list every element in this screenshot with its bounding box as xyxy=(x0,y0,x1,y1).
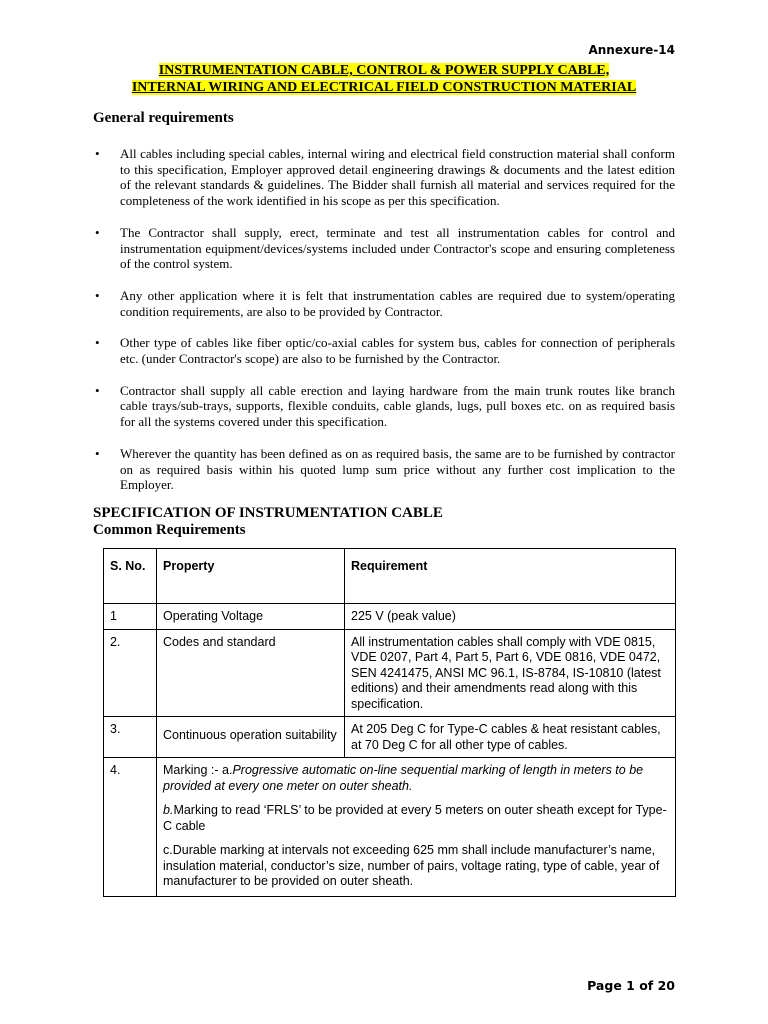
general-requirements-list xyxy=(93,146,675,509)
bullet-icon: • xyxy=(95,382,100,398)
general-requirements-heading: General requirements xyxy=(93,110,234,126)
list-item: • Any other application where it is felt that instrumentation cables are required due to system/operating condition requirements, are also to be provided by Contractor. xyxy=(95,287,675,319)
cell-requirement: At 205 Deg C for Type-C cables & heat resistant cables, at 70 Deg C for all other type of cables. xyxy=(345,717,676,758)
cell-property: Continuous operation suitability xyxy=(157,717,345,758)
bullet-icon: • xyxy=(95,146,100,161)
list-item: • Wherever the quantity has been defined as on as required basis, the same are to be furnished by contractor on as required basis within his quoted lump sum price without any further cost implication to the Employer. xyxy=(95,445,675,493)
bullet-icon: • xyxy=(95,287,100,303)
table-row xyxy=(104,717,676,758)
marking-c: c.Durable marking at intervals not exceeding 625 mm shall include manufacturer’s name, insulation material, conductor’s size, number of pairs, voltage rating, type of cable, year of manufacturer to be provided on outer sheath. xyxy=(163,843,660,888)
bullet-icon: • xyxy=(95,335,100,351)
document-title xyxy=(93,62,675,96)
title-line-2: INTERNAL WIRING AND ELECTRICAL FIELD CONSTRUCTION MATERIAL xyxy=(131,80,637,95)
marking-a: Marking :- a.Progressive automatic on-line sequential marking of length in meters to be provided at every one meter on outer sheath. xyxy=(163,763,644,793)
table-row xyxy=(104,758,676,897)
page-number: Page 1 of 20 xyxy=(587,978,675,993)
cell-marking xyxy=(157,758,676,897)
common-requirements-table xyxy=(103,548,676,897)
table-header-row xyxy=(104,549,676,604)
list-item: • The Contractor shall supply, erect, terminate and test all instrumentation cables for control and instrumentation equipment/devices/systems included under Contractor's scope and ensuring completeness of the control system. xyxy=(95,224,675,272)
cell-sno: 2. xyxy=(104,629,157,717)
cell-property: Operating Voltage xyxy=(157,604,345,630)
marking-b: b.Marking to read ‘FRLS’ to be provided at every 5 meters on outer sheath except for Type-C cable xyxy=(163,803,667,833)
bullet-icon: • xyxy=(95,224,100,240)
cell-requirement: All instrumentation cables shall comply with VDE 0815, VDE 0207, Part 4, Part 5, Part 6, VDE 0816, VDE 0472, SEN 4241475, ANSI MC 96.1, IS-8784, IS-10810 (latest editions) and their amendments read along with this specification. xyxy=(345,629,676,717)
bullet-icon: • xyxy=(95,445,100,461)
cell-sno: 3. xyxy=(104,717,157,758)
spec-subheading: Common Requirements xyxy=(93,522,246,538)
title-line-1: INSTRUMENTATION CABLE, CONTROL & POWER SUPPLY CABLE, xyxy=(158,63,610,78)
cell-property: Codes and standard xyxy=(157,629,345,717)
list-item: • Other type of cables like fiber optic/co-axial cables for system bus, cables for connection of peripherals etc. (under Contractor's scope) are also to be furnished by the Contractor. xyxy=(95,335,675,367)
annexure-label: Annexure-14 xyxy=(588,43,675,57)
header-sno: S. No. xyxy=(104,549,157,604)
cell-sno: 1 xyxy=(104,604,157,630)
list-item: • Contractor shall supply all cable erection and laying hardware from the main trunk routes like branch cable trays/sub-trays, supports, flexible conduits, cable glands, lugs, pull boxes etc. on as required basis for all the systems covered under this specification. xyxy=(95,382,675,430)
header-requirement: Requirement xyxy=(345,549,676,604)
header-property: Property xyxy=(157,549,345,604)
list-item: • All cables including special cables, internal wiring and electrical field construction material shall conform to this specification, Employer approved detail engineering drawings & documents and the latest edition of the relevant standards & guidelines. The Bidder shall furnish all material and services required for the completeness of the work identified in his scope as per this specification. xyxy=(95,146,675,209)
spec-heading: SPECIFICATION OF INSTRUMENTATION CABLE xyxy=(93,505,443,521)
cell-requirement: 225 V (peak value) xyxy=(345,604,676,630)
table-row xyxy=(104,629,676,717)
table-row xyxy=(104,604,676,630)
cell-sno: 4. xyxy=(104,758,157,897)
